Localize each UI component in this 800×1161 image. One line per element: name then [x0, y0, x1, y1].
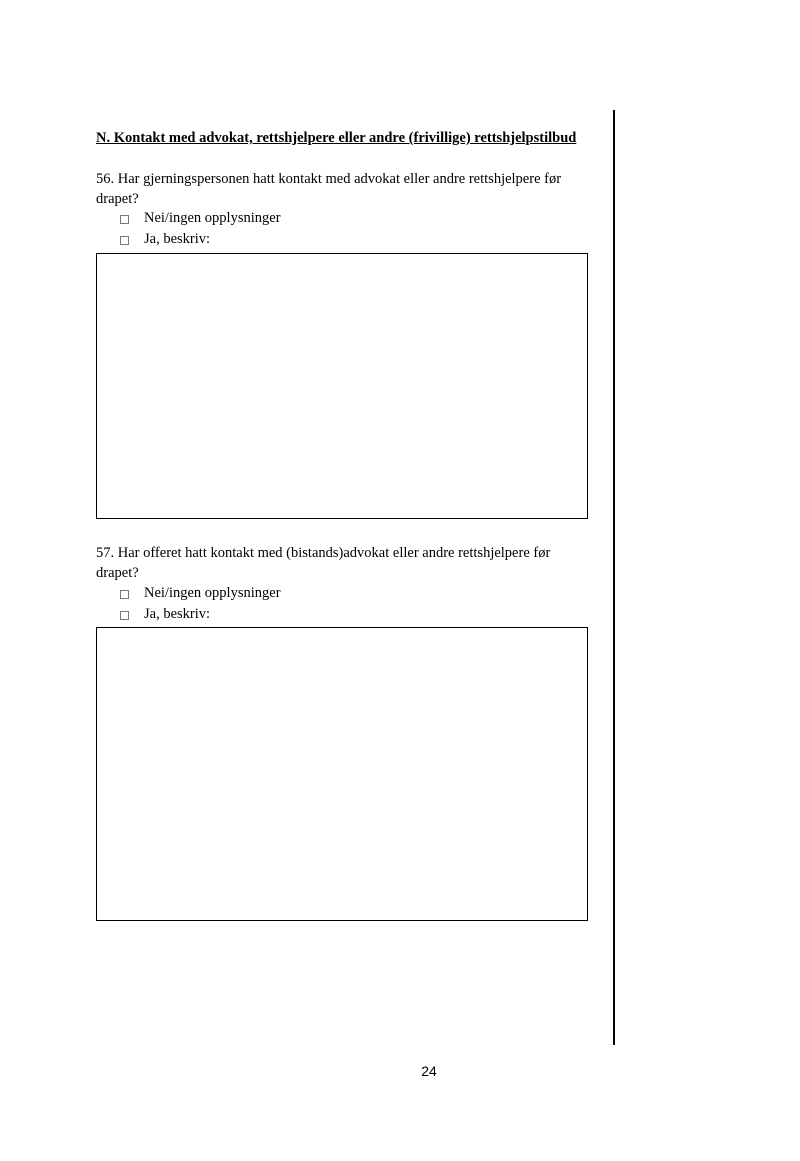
- question-56-answer-box[interactable]: [96, 253, 588, 519]
- checkbox-icon[interactable]: [120, 215, 129, 224]
- question-57-options: [120, 583, 281, 625]
- option-label: Nei/ingen opplysninger: [144, 210, 281, 226]
- margin-rule: [613, 110, 615, 1045]
- checkbox-icon[interactable]: [120, 590, 129, 599]
- question-56-text: 56. Har gjerningspersonen hatt kontakt med advokat eller andre rettshjelpere før drapet?: [96, 171, 562, 207]
- option-label: Ja, beskriv:: [144, 606, 211, 622]
- checkbox-icon[interactable]: [120, 236, 129, 245]
- section-title: N. Kontakt med advokat, rettshjelpere eller andre (frivillige) rettshjelpstilbud: [96, 130, 577, 146]
- page-number: 24: [421, 1063, 437, 1079]
- question-56-options: [120, 208, 281, 250]
- option-nei[interactable]: [120, 583, 281, 604]
- question-57-answer-box[interactable]: [96, 627, 588, 921]
- option-label: Ja, beskriv:: [144, 231, 211, 247]
- question-57-text: 57. Har offeret hatt kontakt med (bistands)advokat eller andre rettshjelpere før drapet?: [96, 545, 551, 581]
- checkbox-icon[interactable]: [120, 611, 129, 620]
- option-ja[interactable]: [120, 604, 281, 625]
- option-nei[interactable]: [120, 208, 281, 229]
- option-ja[interactable]: [120, 229, 281, 250]
- option-label: Nei/ingen opplysninger: [144, 585, 281, 601]
